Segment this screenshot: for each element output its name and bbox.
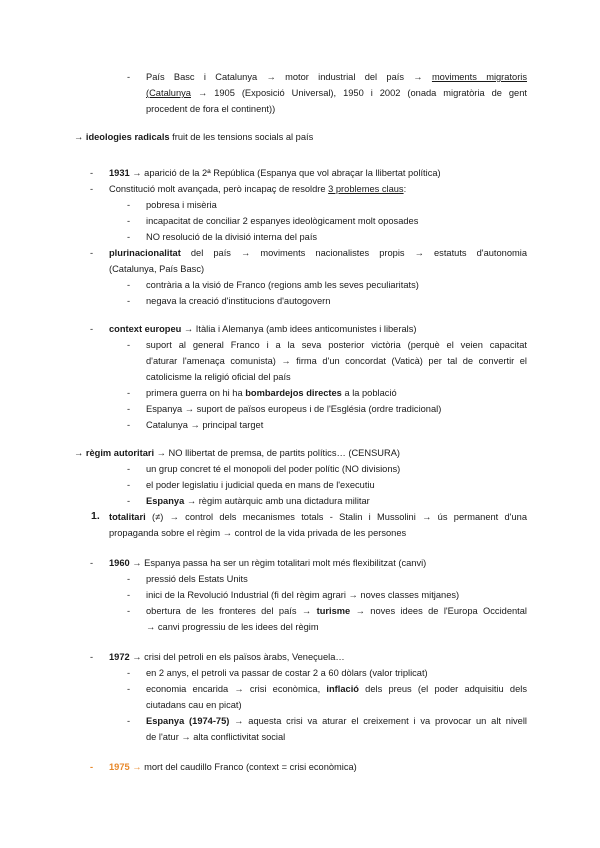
subitem-economia-line2: ciutadans cau en picat): [146, 700, 242, 710]
subitem-monopoli: un grup concret té el monopoli del poder polític (NO divisions): [146, 464, 401, 474]
subitem-negava: negava la creació d'institucions d'autogovern: [146, 296, 331, 306]
bullet-dash: -: [90, 762, 94, 772]
bullet-dash: -: [127, 296, 131, 306]
subitem-pobresa: pobresa i misèria: [146, 200, 217, 210]
subitem-suport-line3: catolicisme la religió oficial del país: [146, 372, 291, 382]
subitem-catalunya-target: Catalunya → principal target: [146, 420, 264, 430]
bullet-dash: -: [127, 606, 131, 616]
bullet-dash: -: [90, 558, 94, 568]
subitem-revolucio: inici de la Revolució Industrial (fi del règim agrari → noves classes mitjanes): [146, 590, 460, 600]
bullet-dash: -: [127, 716, 131, 726]
bullet-dash: -: [90, 248, 94, 258]
subitem-espanya-1974: Espanya (1974-75) → aquesta crisi va aturar el creixement i va provocar un alt nivell: [146, 716, 527, 726]
numbered-marker: 1.: [91, 510, 100, 522]
subitem-pressio: pressió dels Estats Units: [146, 574, 248, 584]
section-heading-regim: → règim autoritari → NO llibertat de premsa, de partits polítics… (CENSURA): [74, 448, 401, 458]
bullet-dash: -: [127, 216, 131, 226]
bullet-dash: -: [127, 574, 131, 584]
item-context-europeu: context europeu → Itàlia i Alemanya (amb idees anticomunistes i liberals): [109, 324, 417, 334]
bullet-dash: -: [127, 668, 131, 678]
subitem-incapacitat: incapacitat de conciliar 2 espanyes ideològicament molt oposades: [146, 216, 419, 226]
bullet-dash: -: [127, 590, 131, 600]
bullet-dash: -: [90, 168, 94, 178]
subitem-contraria: contrària a la visió de Franco (regions amb les seves peculiaritats): [146, 280, 419, 290]
item-plurinacionalitat-line2: (Catalunya, País Basc): [109, 264, 205, 274]
numbered-item-totalitari-line2: propaganda sobre el règim → control de la vida privada de les persones: [109, 528, 407, 538]
bullet-dash: -: [127, 232, 131, 242]
bullet-dash: -: [127, 200, 131, 210]
bullet-dash: -: [127, 72, 131, 82]
bullet-dash: -: [127, 388, 131, 398]
bullet-dash: -: [127, 404, 131, 414]
bullet-dash: -: [90, 184, 94, 194]
intro-line-1: País Basc i Catalunya → motor industrial del país → moviments migratoris: [146, 72, 528, 82]
item-constitucio: Constitució molt avançada, però incapaç de resoldre 3 problemes claus:: [109, 184, 407, 194]
bullet-dash: -: [90, 324, 94, 334]
subitem-espanya-suport: Espanya → suport de països europeus i de l'Església (ordre tradicional): [146, 404, 442, 414]
subitem-petroli: en 2 anys, el petroli va passar de costar 2 a 60 dòlars (valor triplicat): [146, 668, 428, 678]
item-1972: 1972 → crisi del petroli en els països àrabs, Veneçuela…: [109, 652, 345, 662]
bullet-dash: -: [127, 496, 131, 506]
subitem-suport-line2: d'aturar l'amenaça comunista) → firma d'un concordat (Vaticà) per tal de convertir el: [146, 356, 527, 366]
bullet-dash: -: [127, 420, 131, 430]
item-1931: 1931 → aparició de la 2ª República (Espanya que vol abraçar la llibertat política): [109, 168, 441, 178]
numbered-item-totalitari: totalitari (≠) → control dels mecanismes totals - Stalin i Mussolini → ús permanent d'una: [109, 512, 528, 522]
bullet-dash: -: [127, 340, 131, 350]
subitem-divisio: NO resolució de la divisió interna del país: [146, 232, 318, 242]
intro-line-2: (Catalunya → 1905 (Exposició Universal), 1950 i 2002 (onada migratòria de gent: [146, 88, 527, 98]
bullet-dash: -: [90, 652, 94, 662]
bullet-dash: -: [127, 684, 131, 694]
subitem-economia: economia encarida → crisi econòmica, inflació dels preus (el poder adquisitiu dels: [146, 684, 527, 694]
bullet-dash: -: [127, 280, 131, 290]
subitem-obertura-line2: → canvi progressiu de les idees del règim: [146, 622, 319, 632]
bullet-dash: -: [127, 480, 131, 490]
subitem-obertura: obertura de les fronteres del país → turisme → noves idees de l'Europa Occidental: [146, 606, 527, 616]
item-1975: 1975 → mort del caudillo Franco (context = crisi econòmica): [109, 762, 357, 772]
subitem-primera-guerra: primera guerra on hi ha bombardejos directes a la població: [146, 388, 397, 398]
item-1960: 1960 → Espanya passa ha ser un règim totalitari molt més flexibilitzat (canvi): [109, 558, 427, 568]
item-plurinacionalitat: plurinacionalitat del país → moviments nacionalistes propis → estatuts d'autonomia: [109, 248, 527, 258]
bullet-dash: -: [127, 464, 131, 474]
subitem-espanya-1974-line2: de l'atur → alta conflictivitat social: [146, 732, 286, 742]
intro-line-3: procedent de fora el continent)): [146, 104, 276, 114]
subitem-espanya-autarquic: Espanya → règim autàrquic amb una dictadura militar: [146, 496, 370, 506]
section-heading-ideologies: → ideologies radicals fruit de les tensions socials al país: [74, 132, 314, 142]
subitem-poder-legislatiu: el poder legislatiu i judicial queda en mans de l'executiu: [146, 480, 375, 490]
subitem-suport-line1: suport al general Franco i a la seva posterior victòria (perquè el veien capacitat: [146, 340, 527, 350]
